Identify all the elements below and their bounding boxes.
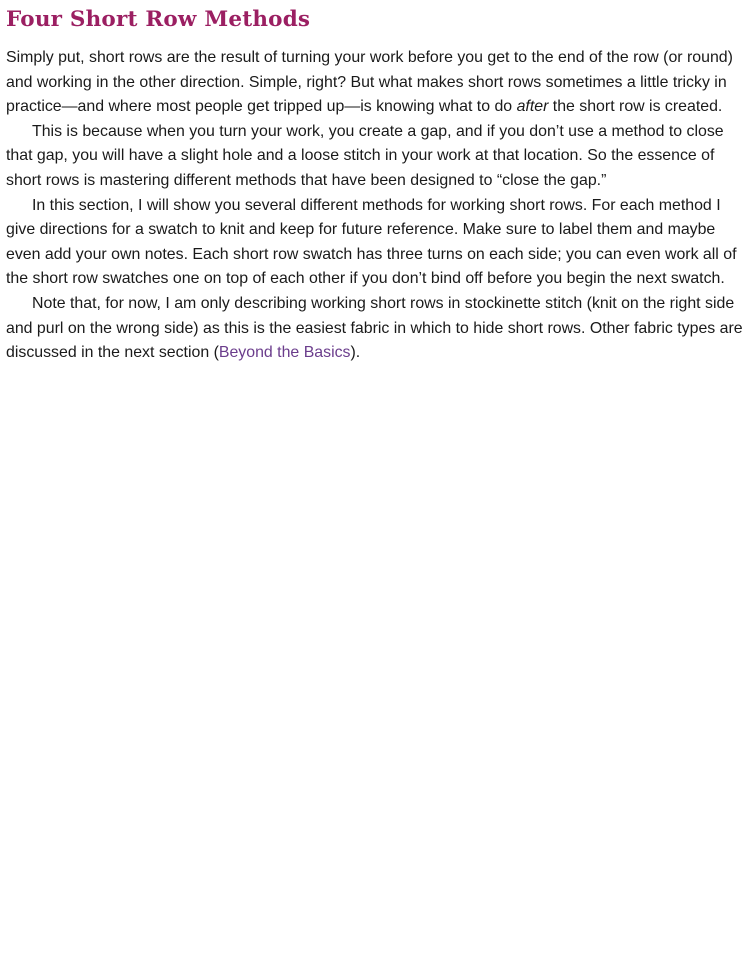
paragraph-2: This is because when you turn your work, you create a gap, and if you don’t use a method to close that gap, you will have a slight hole and a loose stitch in your work at that location. So the essence of short rows is mastering different methods that have been designed to “close the gap.”	[6, 122, 724, 189]
beyond-the-basics-link[interactable]: Beyond the Basics	[218, 344, 351, 362]
page-content	[6, 4, 744, 366]
body-text	[6, 46, 744, 366]
paragraph-1-text-start: Simply put, short rows are the result of turning your work before you get to the end of the row (or round) and working in the other direction. Simple, right? But what makes short rows sometimes a little tricky in practice—and where most people get tripped up—is knowing what to do	[6, 49, 733, 116]
paragraph-1	[6, 46, 744, 120]
paragraph-1-emphasis: after	[516, 98, 549, 116]
section-title: Four Short Row Methods	[6, 7, 311, 32]
paragraph-4-text-start: Note that, for now, I am only describing working short rows in stockinette stitch (knit on the right side and purl on the wrong side) as this is the easiest fabric in which to hide short rows. Other fabric types are discussed in the next section (	[6, 294, 743, 362]
paragraph-3: In this section, I will show you several different methods for working short rows. For each method I give directions for a swatch to knit and keep for future reference. Make sure to label them and maybe even add your own notes. Each short row swatch has three turns on each side; you can even work all of the short row swatches one on top of each other if you don’t bind off before you begin the next swatch.	[6, 196, 737, 288]
paragraph-1-text-end: the short row is created.	[548, 98, 723, 116]
paragraph-4	[6, 292, 744, 366]
paragraph-4-text-end: ).	[350, 344, 361, 362]
